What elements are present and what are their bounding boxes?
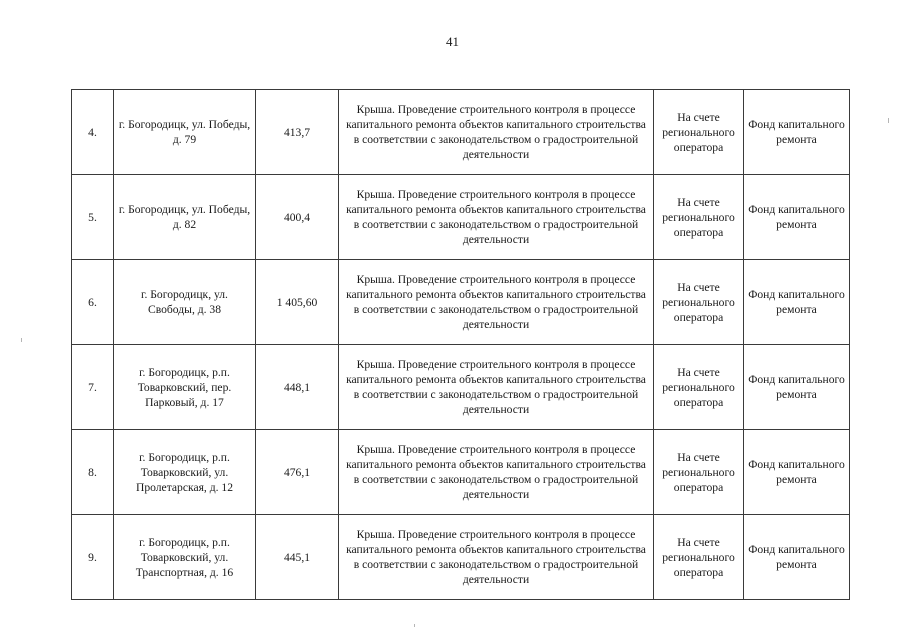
works-table (71, 89, 850, 600)
account-text: На счете регионального оператора (662, 535, 735, 579)
area-text: 445,1 (283, 550, 311, 564)
row-number-cell (72, 515, 114, 600)
account-text: На счете регионального оператора (662, 110, 735, 154)
row-number-cell (72, 90, 114, 175)
funding-source-cell (744, 515, 850, 600)
table-row (72, 345, 850, 430)
account-text: На счете регионального оператора (662, 365, 735, 409)
area-text: 476,1 (283, 465, 311, 479)
funding-source-cell (744, 260, 850, 345)
table-row (72, 175, 850, 260)
row-number-text: 4. (88, 125, 97, 139)
table-body (72, 90, 850, 600)
work-description-text: Крыша. Проведение строительного контроля в процессе капитального ремонта объектов капитального строительства в соответствии с законодательством о градостроительной деятельности (346, 443, 646, 501)
row-number-text: 8. (88, 465, 97, 479)
address-text: г. Богородицк, ул. Победы, д. 82 (118, 203, 251, 231)
funding-source-text: Фонд капитального ремонта (748, 458, 845, 486)
work-description-text: Крыша. Проведение строительного контроля в процессе капитального ремонта объектов капитального строительства в соответствии с законодательством о градостроительной деятельности (346, 273, 646, 331)
work-description-text: Крыша. Проведение строительного контроля в процессе капитального ремонта объектов капитального строительства в соответствии с законодательством о градостроительной деятельности (346, 188, 646, 246)
row-number-text: 6. (88, 295, 97, 309)
address-text: г. Богородицк, ул. Свободы, д. 38 (141, 288, 228, 316)
funding-source-text: Фонд капитального ремонта (748, 203, 845, 231)
area-cell (256, 260, 339, 345)
row-number-text: 9. (88, 550, 97, 564)
address-text: г. Богородицк, ул. Победы, д. 79 (118, 118, 251, 146)
row-number-cell (72, 260, 114, 345)
work-description-cell (339, 430, 654, 515)
work-description-text: Крыша. Проведение строительного контроля в процессе капитального ремонта объектов капитального строительства в соответствии с законодательством о градостроительной деятельности (346, 358, 646, 416)
scan-mark (21, 338, 22, 342)
account-cell (654, 90, 744, 175)
address-cell (114, 175, 256, 260)
scan-mark (888, 118, 889, 123)
funding-source-text: Фонд капитального ремонта (748, 118, 845, 146)
address-cell (114, 345, 256, 430)
account-cell (654, 515, 744, 600)
area-cell (256, 515, 339, 600)
work-description-text: Крыша. Проведение строительного контроля в процессе капитального ремонта объектов капитального строительства в соответствии с законодательством о градостроительной деятельности (346, 103, 646, 161)
work-description-cell (339, 90, 654, 175)
address-cell (114, 260, 256, 345)
area-text: 413,7 (283, 125, 311, 139)
work-description-cell (339, 260, 654, 345)
area-text: 400,4 (283, 210, 311, 224)
row-number-text: 7. (88, 380, 97, 394)
work-description-cell (339, 345, 654, 430)
row-number-cell (72, 430, 114, 515)
account-cell (654, 175, 744, 260)
account-text: На счете регионального оператора (662, 280, 735, 324)
table-row (72, 90, 850, 175)
funding-source-text: Фонд капитального ремонта (748, 543, 845, 571)
account-cell (654, 430, 744, 515)
funding-source-text: Фонд капитального ремонта (748, 288, 845, 316)
row-number-cell (72, 345, 114, 430)
account-cell (654, 260, 744, 345)
address-text: г. Богородицк, р.п. Товарковский, ул. Транспортная, д. 16 (135, 535, 234, 579)
area-cell (256, 90, 339, 175)
account-cell (654, 345, 744, 430)
address-text: г. Богородицк, р.п. Товарковский, ул. Пролетарская, д. 12 (135, 450, 234, 494)
account-text: На счете регионального оператора (662, 195, 735, 239)
scan-mark (414, 624, 415, 627)
page-number: 41 (446, 34, 459, 49)
work-description-cell (339, 175, 654, 260)
address-cell (114, 515, 256, 600)
funding-source-cell (744, 345, 850, 430)
row-number-cell (72, 175, 114, 260)
table-row (72, 430, 850, 515)
area-cell (256, 175, 339, 260)
funding-source-text: Фонд капитального ремонта (748, 373, 845, 401)
funding-source-cell (744, 175, 850, 260)
area-cell (256, 345, 339, 430)
row-number-text: 5. (88, 210, 97, 224)
table-row (72, 260, 850, 345)
funding-source-cell (744, 90, 850, 175)
address-cell (114, 90, 256, 175)
address-cell (114, 430, 256, 515)
area-text: 448,1 (283, 380, 311, 394)
area-text: 1 405,60 (276, 295, 318, 309)
area-cell (256, 430, 339, 515)
address-text: г. Богородицк, р.п. Товарковский, пер. Парковый, д. 17 (137, 365, 232, 409)
funding-source-cell (744, 430, 850, 515)
work-description-cell (339, 515, 654, 600)
work-description-text: Крыша. Проведение строительного контроля в процессе капитального ремонта объектов капитального строительства в соответствии с законодательством о градостроительной деятельности (346, 528, 646, 586)
account-text: На счете регионального оператора (662, 450, 735, 494)
table-row (72, 515, 850, 600)
